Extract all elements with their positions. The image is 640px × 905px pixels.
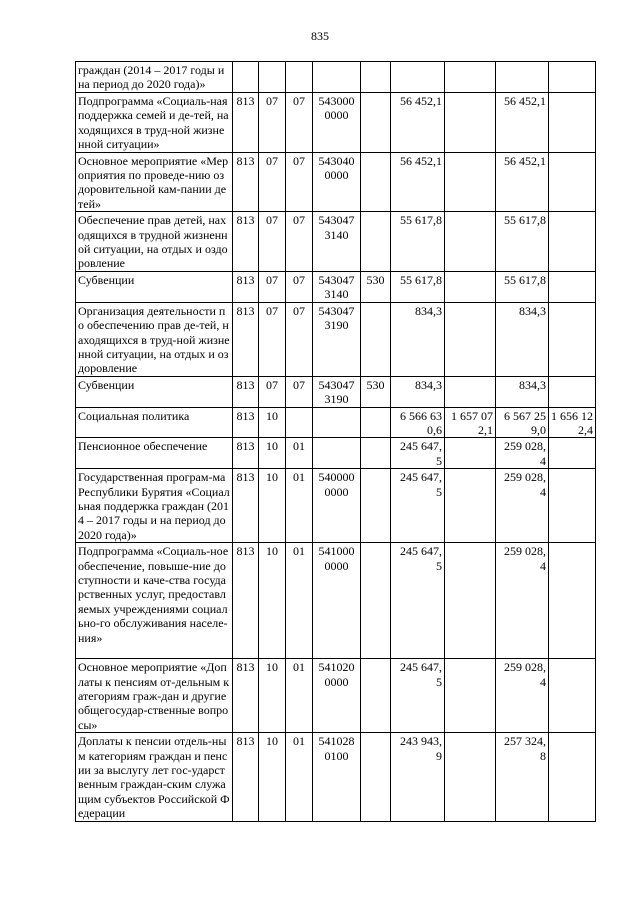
- row-name-cell: Субвенции: [76, 376, 233, 407]
- row-name-cell: Государственная програм-ма Республики Бурятия «Социальная поддержка граждан (2014 – 2017 годы и на период до 2020 года)»: [76, 469, 233, 543]
- expense-type-cell: [361, 659, 391, 733]
- amount-1-cell: [391, 62, 445, 93]
- subsection-code-cell: 01: [286, 659, 313, 733]
- amount-3-cell: 56 452,1: [496, 93, 549, 153]
- target-article-cell: 543047 3140: [313, 212, 361, 272]
- table-row: [76, 93, 596, 153]
- amount-3-cell: 55 617,8: [496, 271, 549, 302]
- expense-type-cell: [361, 407, 391, 438]
- amount-1-cell: 243 943, 9: [391, 733, 445, 821]
- table-row: [76, 469, 596, 543]
- amount-3-cell: 834,3: [496, 376, 549, 407]
- section-code-cell: 10: [259, 438, 286, 469]
- row-name-cell: Организация деятельности по обеспечению прав де-тей, находящихся в труд-ной жизненной ситуации, на отдых и оздоровление: [76, 302, 233, 376]
- amount-4-cell: [549, 376, 596, 407]
- grbs-code-cell: 813: [233, 376, 259, 407]
- amount-3-cell: 834,3: [496, 302, 549, 376]
- table-body: [76, 62, 596, 822]
- expense-type-cell: [361, 93, 391, 153]
- amount-1-cell: 6 566 63 0,6: [391, 407, 445, 438]
- target-article-cell: 541020 0000: [313, 659, 361, 733]
- expense-type-cell: 530: [361, 376, 391, 407]
- row-name-cell: Обеспечение прав детей, находящихся в трудной жизненной ситуации, на отдых и оздоровление: [76, 212, 233, 272]
- amount-2-cell: [445, 302, 496, 376]
- expense-type-cell: [361, 543, 391, 659]
- table-row: [76, 733, 596, 821]
- amount-1-cell: 245 647, 5: [391, 438, 445, 469]
- grbs-code-cell: 813: [233, 438, 259, 469]
- table-row: [76, 62, 596, 93]
- grbs-code-cell: 813: [233, 407, 259, 438]
- amount-4-cell: [549, 212, 596, 272]
- row-name-cell: Основное мероприятие «Доплаты к пенсиям от-дельным категориям граж-дан и другие общегосудар-ственные вопросы»: [76, 659, 233, 733]
- expense-type-cell: [361, 469, 391, 543]
- amount-4-cell: [549, 271, 596, 302]
- subsection-code-cell: 07: [286, 93, 313, 153]
- amount-3-cell: 259 028, 4: [496, 543, 549, 659]
- amount-3-cell: 259 028, 4: [496, 469, 549, 543]
- table-row: [76, 438, 596, 469]
- section-code-cell: 10: [259, 733, 286, 821]
- amount-2-cell: [445, 659, 496, 733]
- table-row: [76, 543, 596, 659]
- amount-2-cell: [445, 733, 496, 821]
- grbs-code-cell: 813: [233, 659, 259, 733]
- subsection-code-cell: 01: [286, 733, 313, 821]
- expense-type-cell: [361, 302, 391, 376]
- amount-2-cell: [445, 543, 496, 659]
- grbs-code-cell: 813: [233, 152, 259, 212]
- target-article-cell: [313, 62, 361, 93]
- grbs-code-cell: [233, 62, 259, 93]
- section-code-cell: 10: [259, 543, 286, 659]
- section-code-cell: 10: [259, 469, 286, 543]
- section-code-cell: 07: [259, 376, 286, 407]
- row-name-cell: Социальная политика: [76, 407, 233, 438]
- table-row: [76, 376, 596, 407]
- amount-2-cell: [445, 62, 496, 93]
- amount-1-cell: 55 617,8: [391, 212, 445, 272]
- expense-type-cell: 530: [361, 271, 391, 302]
- amount-2-cell: [445, 469, 496, 543]
- page-number: 835: [311, 29, 329, 43]
- amount-4-cell: [549, 659, 596, 733]
- amount-2-cell: [445, 152, 496, 212]
- section-code-cell: 07: [259, 302, 286, 376]
- grbs-code-cell: 813: [233, 93, 259, 153]
- table-row: [76, 659, 596, 733]
- amount-2-cell: [445, 93, 496, 153]
- amount-2-cell: [445, 376, 496, 407]
- subsection-code-cell: 07: [286, 152, 313, 212]
- table-row: [76, 152, 596, 212]
- grbs-code-cell: 813: [233, 469, 259, 543]
- amount-3-cell: 56 452,1: [496, 152, 549, 212]
- target-article-cell: 543000 0000: [313, 93, 361, 153]
- amount-2-cell: [445, 212, 496, 272]
- target-article-cell: 540000 0000: [313, 469, 361, 543]
- amount-2-cell: [445, 438, 496, 469]
- row-name-cell: граждан (2014 – 2017 годы и на период до 2020 года)»: [76, 62, 233, 93]
- amount-2-cell: 1 657 07 2,1: [445, 407, 496, 438]
- target-article-cell: 543040 0000: [313, 152, 361, 212]
- amount-3-cell: 257 324, 8: [496, 733, 549, 821]
- amount-4-cell: [549, 62, 596, 93]
- subsection-code-cell: 07: [286, 212, 313, 272]
- row-name-cell: Основное мероприятие «Мероприятия по проведе-нию оздоровительной кам-пании детей»: [76, 152, 233, 212]
- expense-type-cell: [361, 733, 391, 821]
- target-article-cell: [313, 407, 361, 438]
- amount-1-cell: 245 647, 5: [391, 469, 445, 543]
- subsection-code-cell: 07: [286, 376, 313, 407]
- subsection-code-cell: [286, 62, 313, 93]
- amount-3-cell: 6 567 25 9,0: [496, 407, 549, 438]
- amount-1-cell: 834,3: [391, 302, 445, 376]
- subsection-code-cell: [286, 407, 313, 438]
- grbs-code-cell: 813: [233, 302, 259, 376]
- amount-1-cell: 834,3: [391, 376, 445, 407]
- target-article-cell: 541000 0000: [313, 543, 361, 659]
- section-code-cell: 07: [259, 271, 286, 302]
- table-row: [76, 302, 596, 376]
- amount-4-cell: [549, 733, 596, 821]
- amount-4-cell: 1 656 12 2,4: [549, 407, 596, 438]
- table-row: [76, 271, 596, 302]
- subsection-code-cell: 01: [286, 543, 313, 659]
- subsection-code-cell: 01: [286, 469, 313, 543]
- section-code-cell: 07: [259, 152, 286, 212]
- section-code-cell: 07: [259, 212, 286, 272]
- section-code-cell: 07: [259, 93, 286, 153]
- amount-1-cell: 55 617,8: [391, 271, 445, 302]
- amount-3-cell: 55 617,8: [496, 212, 549, 272]
- table-row: [76, 212, 596, 272]
- table-row: [76, 407, 596, 438]
- amount-3-cell: [496, 62, 549, 93]
- subsection-code-cell: 01: [286, 438, 313, 469]
- amount-3-cell: 259 028, 4: [496, 659, 549, 733]
- row-name-cell: Пенсионное обеспечение: [76, 438, 233, 469]
- row-name-cell: Подпрограмма «Социаль-ная поддержка семей и де-тей, находящихся в труд-ной жизненной ситуации»: [76, 93, 233, 153]
- expense-type-cell: [361, 152, 391, 212]
- expense-type-cell: [361, 212, 391, 272]
- amount-4-cell: [549, 469, 596, 543]
- grbs-code-cell: 813: [233, 733, 259, 821]
- amount-4-cell: [549, 302, 596, 376]
- subsection-code-cell: 07: [286, 271, 313, 302]
- target-article-cell: [313, 438, 361, 469]
- target-article-cell: 541028 0100: [313, 733, 361, 821]
- amount-3-cell: 259 028, 4: [496, 438, 549, 469]
- row-name-cell: Субвенции: [76, 271, 233, 302]
- amount-1-cell: 56 452,1: [391, 93, 445, 153]
- amount-1-cell: 245 647, 5: [391, 659, 445, 733]
- target-article-cell: 543047 3190: [313, 302, 361, 376]
- amount-4-cell: [549, 543, 596, 659]
- amount-2-cell: [445, 271, 496, 302]
- row-name-cell: Подпрограмма «Социаль-ное обеспечение, повыше-ние доступности и каче-ства государственных услуг, предоставляемых учреждениями социально-го обслуживания населе-ния»: [76, 543, 233, 659]
- amount-1-cell: 56 452,1: [391, 152, 445, 212]
- amount-4-cell: [549, 93, 596, 153]
- grbs-code-cell: 813: [233, 271, 259, 302]
- amount-4-cell: [549, 152, 596, 212]
- target-article-cell: 543047 3140: [313, 271, 361, 302]
- amount-1-cell: 245 647, 5: [391, 543, 445, 659]
- section-code-cell: 10: [259, 659, 286, 733]
- section-code-cell: 10: [259, 407, 286, 438]
- budget-table: [75, 61, 596, 822]
- grbs-code-cell: 813: [233, 212, 259, 272]
- expense-type-cell: [361, 438, 391, 469]
- row-name-cell: Доплаты к пенсии отдель-ным категориям граждан и пенсии за выслугу лет гос-ударственным граждан-ским служащим субъектов Российской Федерации: [76, 733, 233, 821]
- grbs-code-cell: 813: [233, 543, 259, 659]
- target-article-cell: 543047 3190: [313, 376, 361, 407]
- section-code-cell: [259, 62, 286, 93]
- expense-type-cell: [361, 62, 391, 93]
- subsection-code-cell: 07: [286, 302, 313, 376]
- amount-4-cell: [549, 438, 596, 469]
